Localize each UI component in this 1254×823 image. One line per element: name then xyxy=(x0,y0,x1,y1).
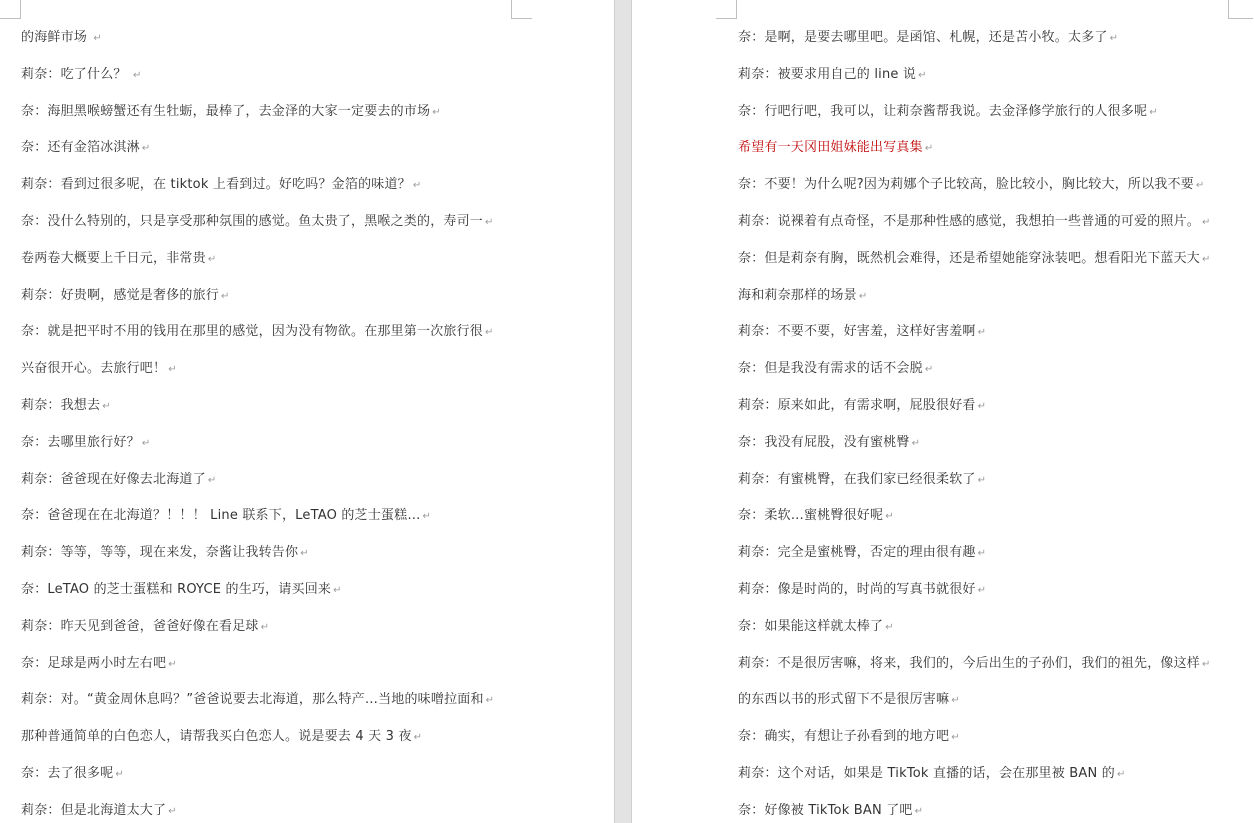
text-line xyxy=(738,646,1238,683)
text-line xyxy=(21,535,521,572)
paragraph-mark-icon: ↵ xyxy=(1202,216,1211,228)
text-line xyxy=(21,793,521,823)
paragraph-mark-icon: ↵ xyxy=(93,33,102,44)
margin-corner-mark xyxy=(0,0,21,19)
document-page-right xyxy=(632,0,1254,823)
text-line xyxy=(738,498,1238,535)
text-line xyxy=(738,793,1238,823)
margin-corner-mark xyxy=(1228,0,1253,19)
paragraph-mark-icon: ↵ xyxy=(141,143,151,155)
line-text: 奈：还有金箔冰淇淋 xyxy=(21,140,140,156)
line-text: 的海鲜市场 xyxy=(21,30,92,45)
text-line xyxy=(21,646,521,683)
text-line xyxy=(738,94,1238,131)
text-line xyxy=(21,719,521,756)
text-line xyxy=(21,130,521,167)
line-text: 奈：我没有屁股，没有蜜桃臀 xyxy=(738,434,910,450)
text-line xyxy=(21,425,521,462)
paragraph-mark-icon: ↵ xyxy=(413,732,423,744)
paragraph-mark-icon: ↵ xyxy=(977,400,987,412)
margin-corner-mark xyxy=(511,0,532,19)
text-line xyxy=(21,498,521,535)
page-gap xyxy=(614,0,632,823)
paragraph-mark-icon: ↵ xyxy=(168,364,177,376)
line-text: 奈：LeTAO 的芝士蛋糕和 ROYCE 的生巧，请买回来 xyxy=(21,581,332,597)
paragraph-mark-icon: ↵ xyxy=(924,364,934,376)
paragraph-mark-icon: ↵ xyxy=(333,584,342,596)
paragraph-mark-icon: ↵ xyxy=(260,621,270,633)
paragraph-mark-icon: ↵ xyxy=(858,290,868,302)
text-line xyxy=(21,20,521,57)
paragraph-mark-icon: ↵ xyxy=(951,695,960,707)
line-text: 莉奈：不要不要，好害羞，这样好害羞啊 xyxy=(738,324,976,340)
paragraph-mark-icon: ↵ xyxy=(412,180,422,192)
paragraph-mark-icon: ↵ xyxy=(1109,33,1119,44)
paragraph-mark-icon: ↵ xyxy=(485,327,494,339)
paragraph-mark-icon: ↵ xyxy=(911,437,921,449)
line-text: 莉奈：但是北海道太大了 xyxy=(21,802,167,818)
paragraph-mark-icon: ↵ xyxy=(918,69,927,81)
line-text: 奈：好像被 TikTok BAN 了吧 xyxy=(738,802,913,818)
text-line xyxy=(738,351,1238,388)
line-text: 奈：如果能这样就太棒了 xyxy=(738,618,884,634)
text-line xyxy=(738,535,1238,572)
paragraph-mark-icon: ↵ xyxy=(115,768,124,780)
paragraph-mark-icon: ↵ xyxy=(207,474,217,486)
paragraph-mark-icon: ↵ xyxy=(977,327,987,339)
paragraph-mark-icon: ↵ xyxy=(977,584,987,596)
line-text: 奈：去哪里旅行好？ xyxy=(21,434,140,450)
line-text: 莉奈：这个对话，如果是 TikTok 直播的话，会在那里被 BAN 的 xyxy=(738,765,1115,781)
line-text: 奈：确实，有想让子孙看到的地方吧 xyxy=(738,729,950,745)
text-line xyxy=(21,278,521,315)
paragraph-mark-icon: ↵ xyxy=(924,143,934,155)
text-line xyxy=(21,572,521,609)
text-line xyxy=(21,609,521,646)
paragraph-mark-icon: ↵ xyxy=(951,732,960,744)
paragraph-mark-icon: ↵ xyxy=(977,548,987,560)
paragraph-mark-icon: ↵ xyxy=(977,474,987,486)
paragraph-mark-icon: ↵ xyxy=(432,106,441,118)
line-text: 莉奈：吃了什么？ xyxy=(21,66,131,82)
line-text: 那种普通简单的白色恋人，请帮我买白色恋人。说是要去 4 天 3 夜 xyxy=(21,729,412,745)
text-line xyxy=(21,756,521,793)
page-text-body[interactable] xyxy=(738,20,1238,823)
line-text: 莉奈：对。“黄金周休息吗？”爸爸说要去北海道，那么特产…当地的味噌拉面和 xyxy=(21,692,484,708)
paragraph-mark-icon: ↵ xyxy=(300,548,309,560)
paragraph-mark-icon: ↵ xyxy=(207,253,217,265)
paragraph-mark-icon: ↵ xyxy=(168,658,177,670)
text-line xyxy=(738,719,1238,756)
line-text: 莉奈：爸爸现在好像去北海道了 xyxy=(21,471,206,487)
paragraph-mark-icon: ↵ xyxy=(102,400,111,412)
paragraph-mark-icon: ↵ xyxy=(885,511,894,523)
line-text: 奈：但是莉奈有胸，既然机会难得，还是希望她能穿泳装吧。想看阳光下蓝天大 xyxy=(738,250,1201,266)
text-line xyxy=(738,425,1238,462)
text-line xyxy=(21,388,521,425)
text-line xyxy=(21,57,521,94)
text-line xyxy=(21,241,521,278)
text-line xyxy=(21,351,521,388)
line-text: 莉奈：有蜜桃臀，在我们家已经很柔软了 xyxy=(738,471,976,487)
text-line xyxy=(738,572,1238,609)
text-line xyxy=(21,462,521,499)
paragraph-mark-icon: ↵ xyxy=(914,805,924,817)
text-line xyxy=(738,204,1238,241)
paragraph-mark-icon: ↵ xyxy=(221,290,230,302)
line-text: 海和莉奈那样的场景 xyxy=(738,287,857,303)
text-line xyxy=(738,57,1238,94)
text-line xyxy=(738,20,1238,57)
line-text: 奈：是啊，是要去哪里吧。是函馆、札幌，还是苫小牧。太多了 xyxy=(738,30,1108,45)
paragraph-mark-icon: ↵ xyxy=(485,695,495,707)
line-text: 奈：去了很多呢 xyxy=(21,765,114,781)
line-text: 莉奈：我想去 xyxy=(21,397,101,413)
paragraph-mark-icon: ↵ xyxy=(141,437,151,449)
line-text: 奈：爸爸现在在北海道？！！！ Line 联系下，LeTAO 的芝士蛋糕… xyxy=(21,508,421,524)
line-text: 奈：没什么特别的，只是享受那种氛围的感觉。鱼太贵了，黑喉之类的，寿司一 xyxy=(21,213,484,229)
paragraph-mark-icon: ↵ xyxy=(885,621,894,633)
text-line xyxy=(738,241,1238,278)
line-text: 奈：不要！为什么呢?因为莉娜个子比较高，脸比较小，胸比较大，所以我不要 xyxy=(738,177,1194,193)
paragraph-mark-icon: ↵ xyxy=(132,69,142,81)
line-text: 莉奈：看到过很多呢，在 tiktok 上看到过。好吃吗？金箔的味道？ xyxy=(21,177,411,193)
line-text: 莉奈：完全是蜜桃臀，否定的理由很有趣 xyxy=(738,545,976,561)
line-text: 奈：就是把平时不用的钱用在那里的感觉，因为没有物欲。在那里第一次旅行很 xyxy=(21,324,484,340)
page-text-body[interactable] xyxy=(21,20,521,823)
line-text: 奈：足球是两小时左右吧 xyxy=(21,655,167,671)
paragraph-mark-icon: ↵ xyxy=(1202,658,1211,670)
text-line xyxy=(738,682,1238,719)
text-line xyxy=(738,462,1238,499)
line-text: 卷两卷大概要上千日元，非常贵 xyxy=(21,250,206,266)
text-line xyxy=(21,314,521,351)
text-line xyxy=(21,94,521,131)
paragraph-mark-icon: ↵ xyxy=(422,511,432,523)
line-text: 莉奈：不是很厉害嘛，将来，我们的，今后出生的子孙们，我们的祖先，像这样 xyxy=(738,655,1201,671)
line-text: 莉奈：好贵啊，感觉是奢侈的旅行 xyxy=(21,287,220,303)
line-text: 希望有一天冈田姐妹能出写真集 xyxy=(738,140,923,156)
line-text: 莉奈：昨天见到爸爸，爸爸好像在看足球 xyxy=(21,618,259,634)
document-page-left xyxy=(0,0,614,823)
text-line xyxy=(738,130,1238,167)
line-text: 莉奈：像是时尚的，时尚的写真书就很好 xyxy=(738,581,976,597)
text-line xyxy=(21,682,521,719)
line-text: 莉奈：原来如此，有需求啊，屁股很好看 xyxy=(738,397,976,413)
line-text: 兴奋很开心。去旅行吧！ xyxy=(21,361,167,377)
paragraph-mark-icon: ↵ xyxy=(1149,106,1158,118)
line-text: 的东西以书的形式留下不是很厉害嘛 xyxy=(738,692,950,708)
text-line xyxy=(738,609,1238,646)
line-text: 莉奈：说裸着有点奇怪，不是那种性感的感觉，我想拍一些普通的可爱的照片。 xyxy=(738,213,1201,229)
paragraph-mark-icon: ↵ xyxy=(485,216,494,228)
paragraph-mark-icon: ↵ xyxy=(1195,180,1205,192)
line-text: 奈：但是我没有需求的话不会脱 xyxy=(738,361,923,377)
paragraph-mark-icon: ↵ xyxy=(1202,253,1211,265)
line-text: 莉奈：等等，等等，现在来发，奈酱让我转告你 xyxy=(21,545,299,561)
text-line xyxy=(21,167,521,204)
line-text: 奈：海胆黑喉螃蟹还有生牡蛎，最棒了，去金泽的大家一定要去的市场 xyxy=(21,103,431,119)
text-line xyxy=(738,167,1238,204)
text-line xyxy=(738,314,1238,351)
line-text: 莉奈：被要求用自己的 line 说 xyxy=(738,66,917,82)
text-line xyxy=(21,204,521,241)
text-line xyxy=(738,278,1238,315)
line-text: 奈：柔软…蜜桃臀很好呢 xyxy=(738,508,884,524)
text-line xyxy=(738,388,1238,425)
line-text: 奈：行吧行吧，我可以，让莉奈酱帮我说。去金泽修学旅行的人很多呢 xyxy=(738,103,1148,119)
text-line xyxy=(738,756,1238,793)
margin-corner-mark xyxy=(716,0,737,19)
paragraph-mark-icon: ↵ xyxy=(168,805,177,817)
paragraph-mark-icon: ↵ xyxy=(1116,768,1126,780)
